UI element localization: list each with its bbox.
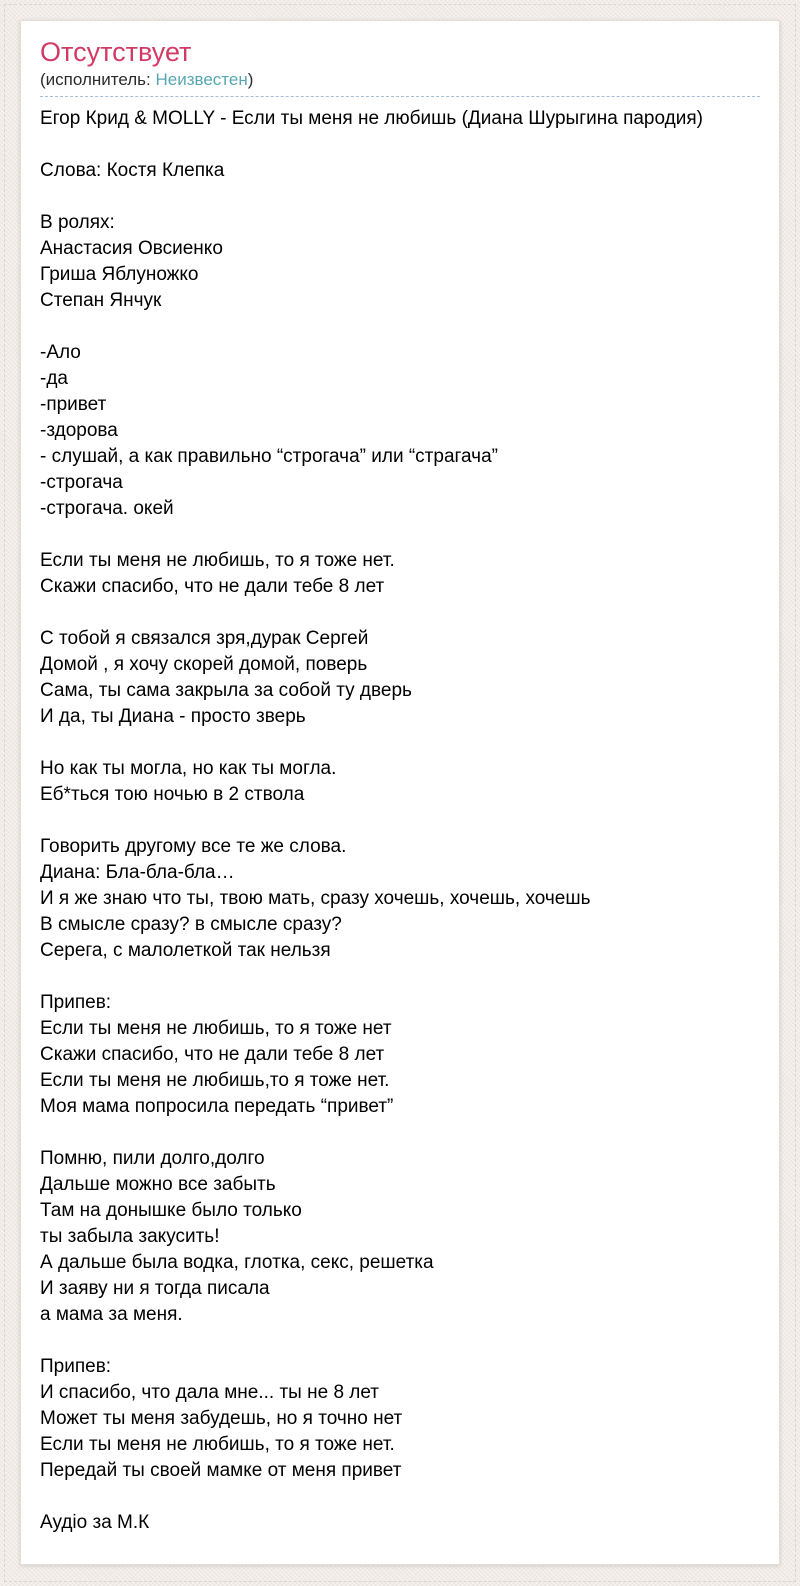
lyric-line: Припев:	[40, 992, 112, 1013]
lyric-line: Гриша Яблуножко	[40, 264, 199, 285]
lyric-line: -да	[40, 368, 68, 389]
lyric-line: -строгача. окей	[40, 498, 174, 519]
lyrics-text	[40, 106, 760, 1536]
lyric-line: Степан Янчук	[40, 290, 162, 311]
lyric-line: Если ты меня не любишь, то я тоже нет.	[40, 550, 395, 571]
lyric-line: -привет	[40, 394, 107, 415]
lyric-line: Скажи спасибо, что не дали тебе 8 лет	[40, 576, 385, 597]
lyric-line: - слушай, а как правильно “строгача” или “страгача”	[40, 446, 498, 467]
lyric-line: а мама за меня.	[40, 1304, 183, 1325]
lyric-line: Дальше можно все забыть	[40, 1174, 276, 1195]
lyric-line	[40, 184, 760, 210]
lyric-line: Если ты меня не любишь, то я тоже нет	[40, 1018, 392, 1039]
lyric-line: Диана: Бла-бла-бла…	[40, 862, 235, 883]
lyric-line: Передай ты своей мамке от меня привет	[40, 1460, 402, 1481]
lyric-line: Серега, с малолеткой так нельзя	[40, 940, 331, 961]
lyric-line: ты забыла закусить!	[40, 1226, 220, 1247]
lyric-line	[40, 1120, 760, 1146]
lyric-line	[40, 964, 760, 990]
artist-suffix: )	[247, 70, 254, 89]
lyric-line: Слова: Костя Клепка	[40, 160, 225, 181]
artist-prefix: (исполнитель:	[40, 70, 156, 89]
lyric-line: С тобой я связался зря,дурак Сергей	[40, 628, 369, 649]
lyric-line: Анастасия Овсиенко	[40, 238, 223, 259]
artist-line	[40, 68, 760, 97]
lyrics-card	[20, 20, 780, 1565]
lyric-line: В смысле сразу? в смысле сразу?	[40, 914, 342, 935]
lyric-line: Помню, пили долго,долго	[40, 1148, 265, 1169]
lyric-line: -Ало	[40, 342, 81, 363]
lyric-line	[40, 808, 760, 834]
lyric-line: И спасибо, что дала мне... ты не 8 лет	[40, 1382, 380, 1403]
lyric-line: Припев:	[40, 1356, 112, 1377]
lyric-line	[40, 132, 760, 158]
lyric-line: Если ты меня не любишь, то я тоже нет.	[40, 1434, 395, 1455]
lyric-line: Скажи спасибо, что не дали тебе 8 лет	[40, 1044, 385, 1065]
lyric-line	[40, 1328, 760, 1354]
lyric-line: Домой , я хочу скорей домой, поверь	[40, 654, 368, 675]
lyric-line: В ролях:	[40, 212, 115, 233]
lyric-line: Аудіо за М.К	[40, 1512, 150, 1533]
lyric-line: Но как ты могла, но как ты могла.	[40, 758, 337, 779]
song-header	[40, 36, 760, 97]
lyric-line	[40, 600, 760, 626]
lyric-line: Там на донышке было только	[40, 1200, 302, 1221]
lyric-line: Говорить другому все те же слова.	[40, 836, 347, 857]
lyric-line: И я же знаю что ты, твою мать, сразу хочешь, хочешь, хочешь	[40, 888, 591, 909]
lyric-line: -здорова	[40, 420, 118, 441]
artist-link[interactable]: Неизвестен	[155, 70, 248, 89]
lyric-line: Моя мама попросила передать “привет”	[40, 1096, 394, 1117]
lyric-line: А дальше была водка, глотка, секс, решетка	[40, 1252, 434, 1273]
lyric-line: Еб*ться тою ночью в 2 ствола	[40, 784, 305, 805]
song-title: Отсутствует	[40, 37, 192, 67]
lyric-line: -строгача	[40, 472, 123, 493]
lyric-line: Егор Крид & MOLLY - Если ты меня не любишь (Диана Шурыгина пародия)	[40, 108, 703, 129]
lyric-line: И заяву ни я тогда писала	[40, 1278, 270, 1299]
lyric-line	[40, 730, 760, 756]
lyric-line	[40, 1484, 760, 1510]
lyric-line: Может ты меня забудешь, но я точно нет	[40, 1408, 403, 1429]
lyric-line	[40, 522, 760, 548]
lyric-line: Если ты меня не любишь,то я тоже нет.	[40, 1070, 390, 1091]
lyric-line	[40, 314, 760, 340]
lyric-line: И да, ты Диана - просто зверь	[40, 706, 306, 727]
lyric-line: Сама, ты сама закрыла за собой ту дверь	[40, 680, 412, 701]
